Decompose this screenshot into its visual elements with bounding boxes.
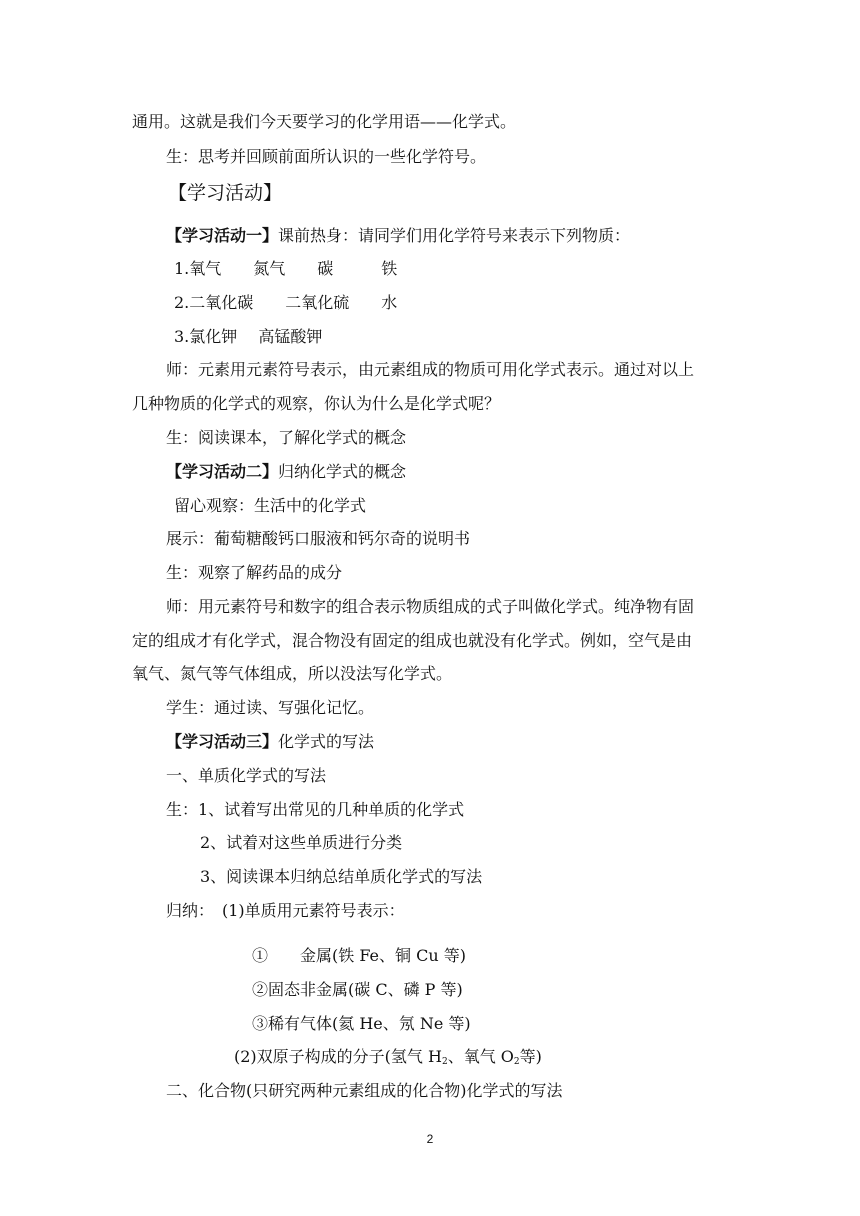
list-item: 3.氯化钾 高锰酸钾 [174,327,323,346]
paragraph-line: 生：观察了解药品的成分 [166,563,343,582]
paragraph-line: 学生：通过读、写强化记忆。 [166,698,375,717]
paragraph-line: 生：阅读课本，了解化学式的概念 [166,428,407,447]
activity-label: 【学习活动三】 [166,732,279,751]
text-run: 等) [519,1047,542,1066]
activity-label: 【学习活动二】 [166,462,279,481]
subscript: 2 [513,1057,520,1067]
activity-label: 【学习活动一】 [166,226,279,245]
paragraph-line: 师：元素用元素符号表示，由元素组成的物质可用化学式表示。通过对以上 [166,360,695,379]
text-run: (2)双原子构成的分子(氢气 H [234,1047,442,1066]
paragraph-line: 留心观察：生活中的化学式 [174,496,367,515]
paragraph-line: 归纳： (1)单质用元素符号表示： [166,901,405,920]
paragraph-line: 3、阅读课本归纳总结单质化学式的写法 [200,867,483,886]
activity-one-line [166,226,630,246]
subheading: 二、化合物(只研究两种元素组成的化合物)化学式的写法 [166,1081,563,1100]
list-item: ②固态非金属(碳 C、磷 P 等) [252,980,463,999]
activity-text: 课前热身：请同学们用化学符号来表示下列物质： [278,226,631,245]
text-run: 、氧气 O [447,1047,514,1066]
activity-three-line [166,732,374,752]
list-item: ① 金属(铁 Fe、铜 Cu 等) [252,946,466,965]
paragraph-line: 展示：葡萄糖酸钙口服液和钙尔奇的说明书 [166,529,471,548]
list-item [234,1047,542,1072]
paragraph-line: 2、试着对这些单质进行分类 [200,833,403,852]
paragraph-line: 通用。这就是我们今天要学习的化学用语——化学式。 [132,112,517,131]
list-item: ③稀有气体(氦 He、氖 Ne 等) [252,1014,471,1033]
list-item: 2.二氧化碳 二氧化硫 水 [174,293,398,312]
subheading: 一、单质化学式的写法 [166,766,327,785]
paragraph-line: 生：1、试着写出常见的几种单质的化学式 [166,800,465,819]
paragraph-line: 氧气、氮气等气体组成，所以没法写化学式。 [132,664,453,683]
paragraph-line: 师：用元素符号和数字的组合表示物质组成的式子叫做化学式。纯净物有固 [166,597,695,616]
activity-text: 归纳化学式的概念 [278,462,407,481]
paragraph-line: 定的组成才有化学式，混合物没有固定的组成也就没有化学式。例如，空气是由 [132,631,693,650]
page-number: 2 [426,1132,434,1146]
activity-text: 化学式的写法 [278,732,375,751]
paragraph-line: 生：思考并回顾前面所认识的一些化学符号。 [166,147,487,166]
section-heading: 【学习活动】 [168,182,283,204]
subscript: 2 [441,1057,448,1067]
paragraph-line: 几种物质的化学式的观察，你认为什么是化学式呢？ [132,394,501,413]
activity-two-line [166,462,406,482]
list-item: 1.氧气 氮气 碳 铁 [174,259,398,278]
